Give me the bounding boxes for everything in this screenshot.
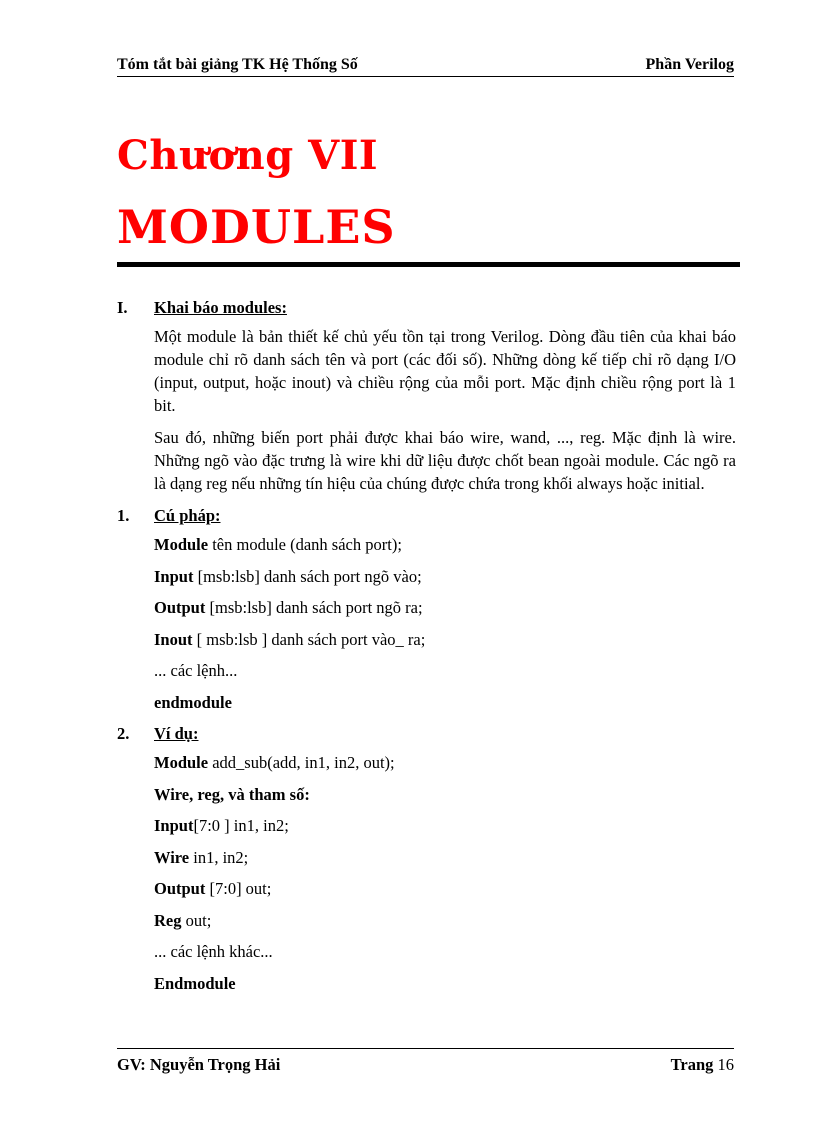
section-heading [117, 296, 736, 319]
code-line [154, 940, 736, 963]
chapter-number: Chương VII [117, 132, 379, 179]
code-keyword: Reg [154, 910, 182, 930]
code-line [154, 751, 736, 774]
code-line [154, 533, 736, 556]
subsection-number: 1. [117, 506, 130, 525]
page-label: Trang [670, 1055, 714, 1074]
subsection-label: Cú pháp: [154, 506, 221, 525]
code-line [154, 628, 736, 651]
paragraph: Một module là bản thiết kế chủ yếu tồn tại trong Verilog. Dòng đầu tiên của khai báo module chỉ rõ danh sách tên và port (các đối số). Những dòng kế tiếp chỉ rõ dạng I/O (input, output, hoặc inout) và chiều rộng của mỗi port. Mặc định chiều rộng port là 1 bit. [154, 327, 736, 415]
code-text: ... các lệnh khác... [154, 942, 273, 961]
page-header [117, 52, 734, 77]
code-text: add_sub(add, in1, in2, out); [208, 753, 395, 772]
code-keyword: Wire, reg, và tham số: [154, 784, 310, 804]
paragraph: Sau đó, những biến port phải được khai báo wire, wand, ..., reg. Mặc định là wire. Những ngõ vào đặc trưng là wire khi dữ liệu được chốt bean ngoài module. Các ngõ ra là dạng reg nếu những tín hiệu của chúng được chứa trong khối always hoặc initial. [154, 428, 736, 493]
code-line [154, 565, 736, 588]
code-line [154, 909, 736, 932]
page-number-group [671, 1055, 734, 1075]
title-divider [117, 262, 740, 267]
code-line [154, 596, 736, 619]
code-text: [msb:lsb] danh sách port ngõ ra; [205, 598, 423, 617]
subsection-label: Ví dụ: [154, 724, 199, 743]
example-lines [117, 751, 736, 995]
code-line [154, 972, 736, 995]
code-keyword: endmodule [154, 692, 232, 712]
code-keyword: Module [154, 753, 209, 772]
code-line [154, 659, 736, 682]
subsection-number: 2. [117, 724, 130, 743]
code-text: [ msb:lsb ] danh sách port vào_ ra; [192, 629, 426, 649]
header-section-title: Phần Verilog [645, 56, 734, 73]
page-footer [117, 1048, 734, 1075]
code-line [154, 783, 736, 806]
code-text: [7:0 ] in1, in2; [193, 816, 289, 835]
page-number: 16 [717, 1055, 734, 1074]
code-keyword: Inout [154, 629, 193, 649]
code-text: [7:0] out; [205, 879, 272, 898]
code-line [154, 877, 736, 900]
code-text: out; [181, 910, 212, 930]
code-line [154, 691, 736, 714]
code-keyword: Input [154, 566, 194, 586]
section-number: I. [117, 298, 128, 317]
code-keyword: Endmodule [154, 973, 236, 993]
chapter-title: MODULES [117, 200, 396, 254]
subsection-heading [117, 504, 736, 527]
footer-author: GV: Nguyễn Trọng Hải [117, 1055, 281, 1074]
code-keyword: Output [154, 879, 206, 898]
section-label: Khai báo modules: [154, 298, 287, 317]
page-body [117, 296, 736, 1003]
code-text: in1, in2; [189, 847, 249, 867]
subsection-heading [117, 722, 736, 745]
code-keyword: Module [154, 535, 209, 554]
code-keyword: Wire [154, 847, 190, 867]
code-text: tên module (danh sách port); [208, 535, 402, 554]
code-line [154, 846, 736, 869]
code-text: ... các lệnh... [154, 661, 238, 680]
code-keyword: Output [154, 598, 206, 617]
header-course-title: Tóm tắt bài giảng TK Hệ Thống Số [117, 56, 358, 73]
code-line [154, 814, 736, 837]
code-keyword: Input [154, 816, 194, 835]
syntax-lines [117, 533, 736, 714]
code-text: [msb:lsb] danh sách port ngõ vào; [193, 566, 422, 586]
